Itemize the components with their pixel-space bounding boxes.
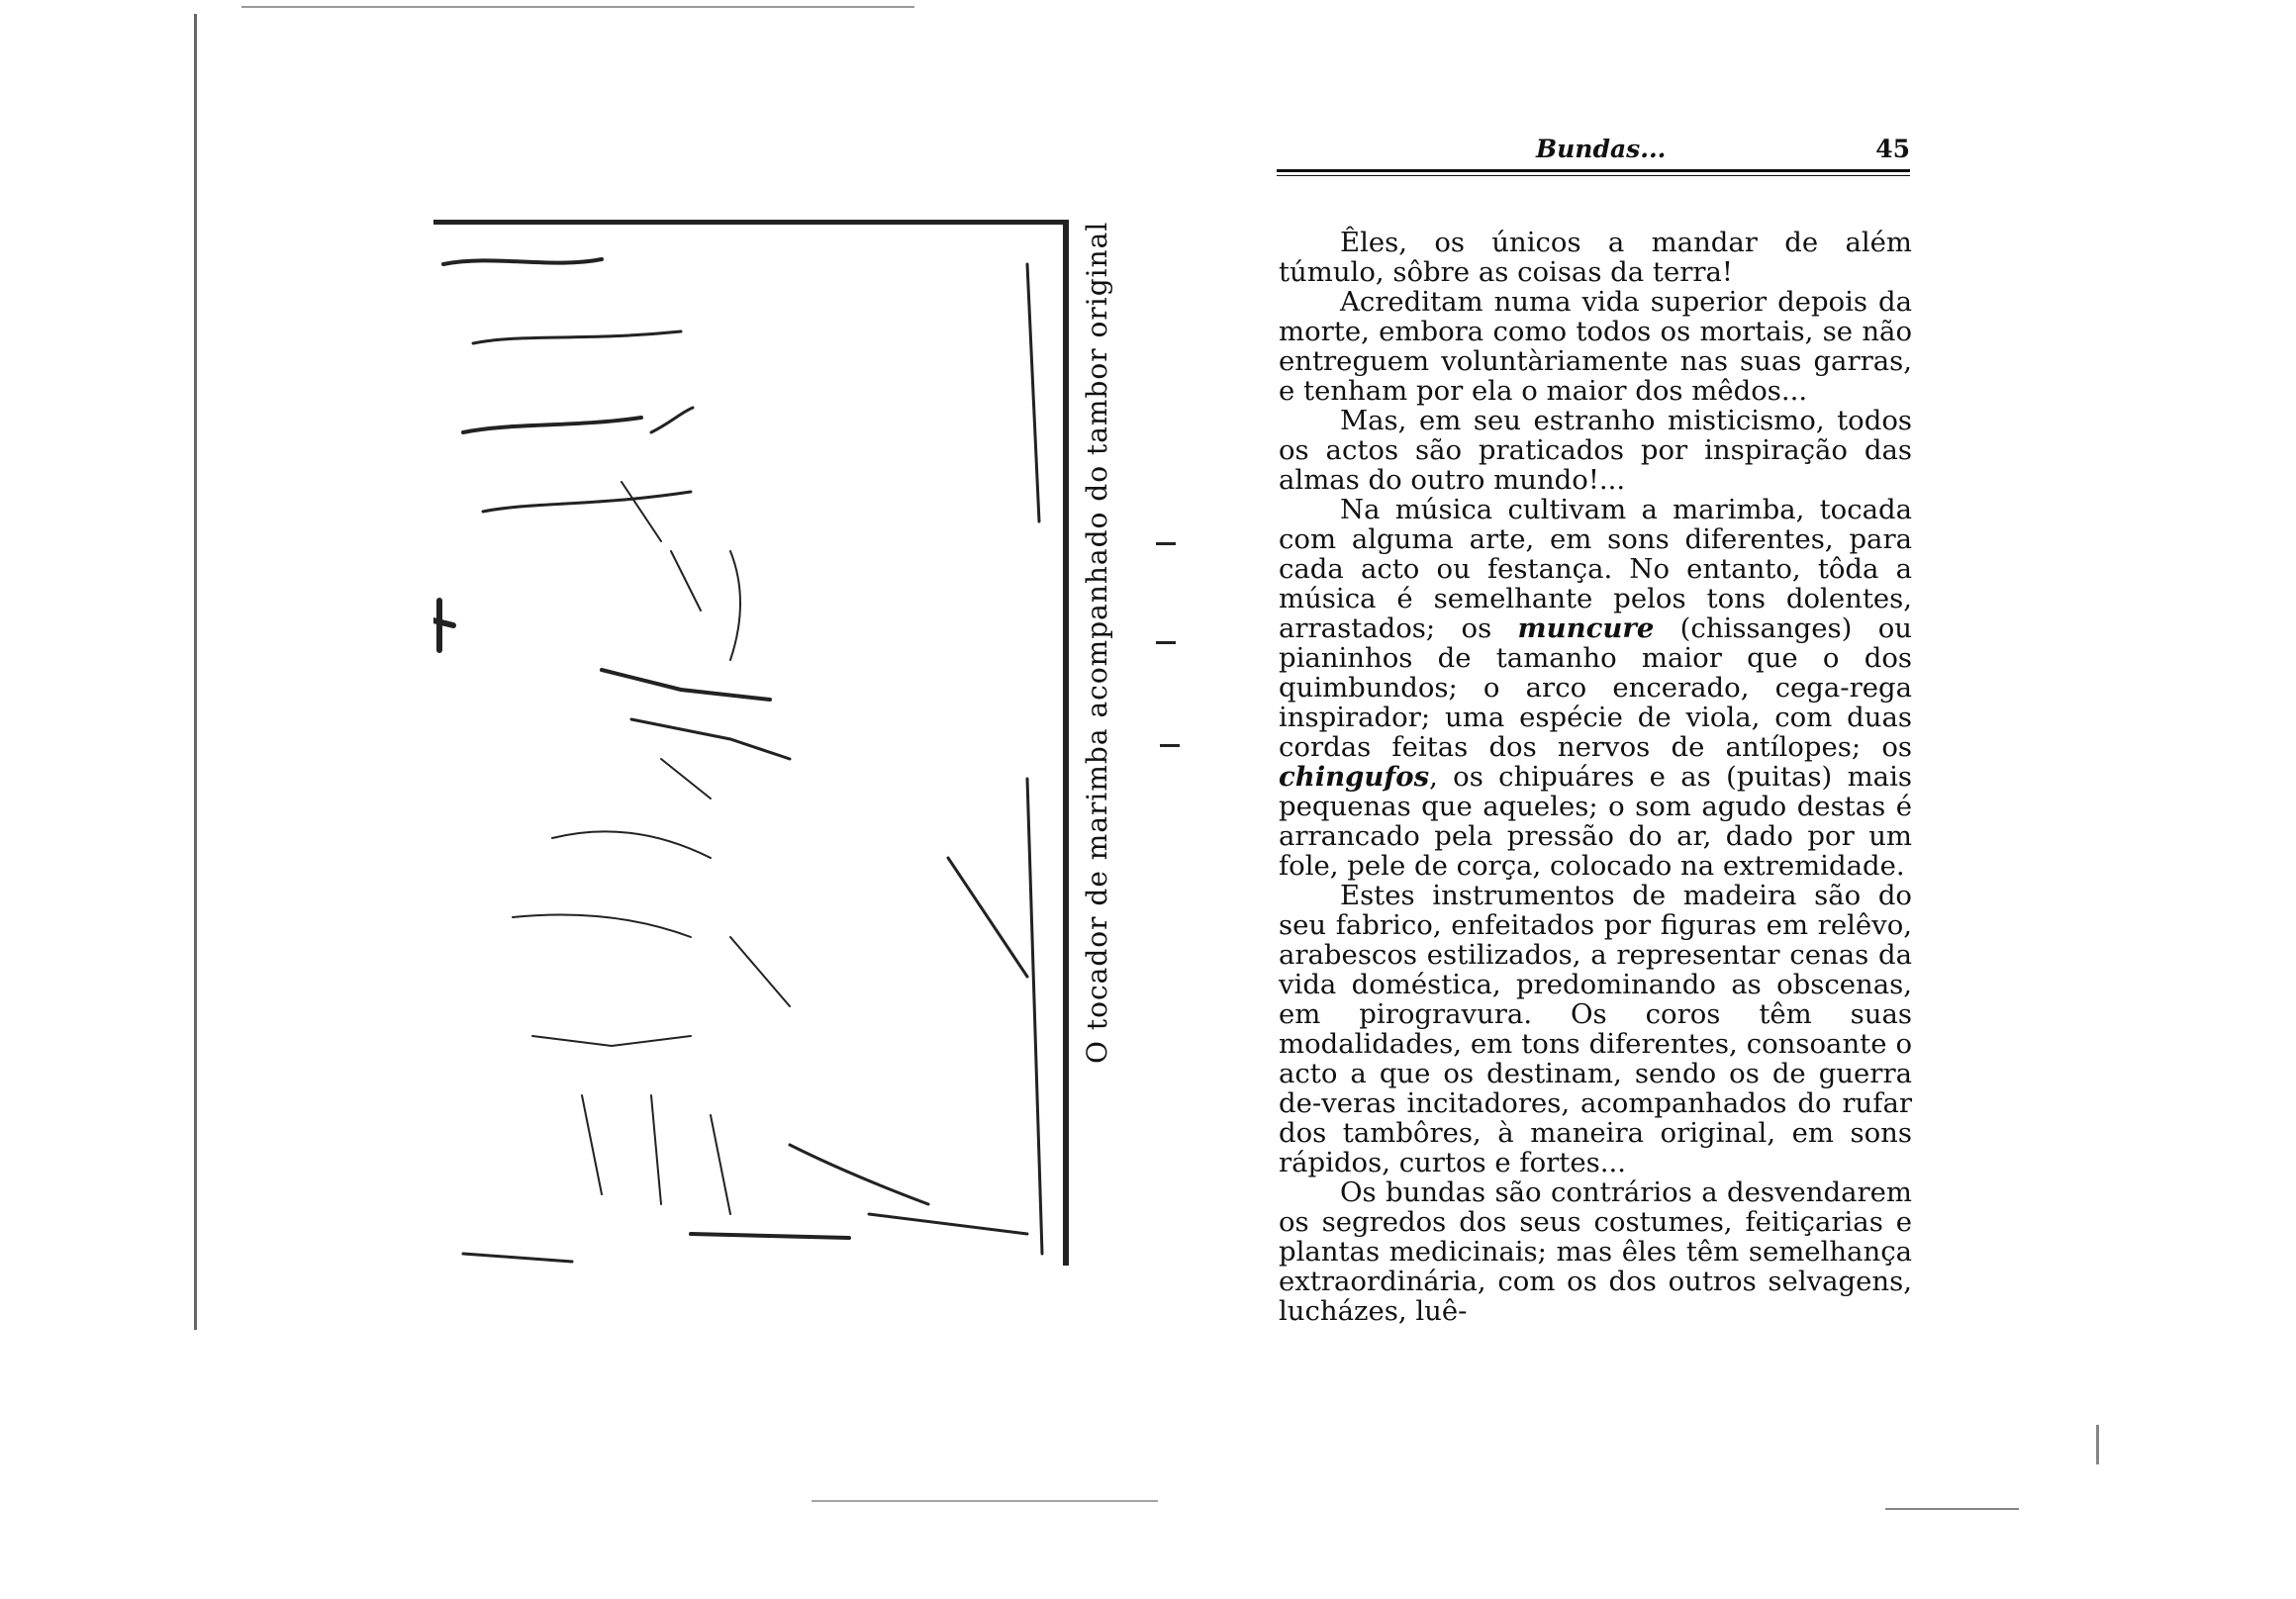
margin-mark (1156, 542, 1176, 545)
paragraph-text: (chissanges) ou pianinhos de tamanho maior que o dos quimbundos; o arco encerado, cega-rega inspirador; uma espécie de viola, com duas cordas feitas dos nervos de antílopes; os (1279, 612, 1912, 763)
plate-caption: O tocador de marimba acompanhado do tambor original (1081, 221, 1113, 1064)
paragraph-text: Na música cultivam a marimba, tocada com alguma arte, em sons diferentes, para cada acto ou festança. No entanto, tôda a música é semelhante pelos tons dolentes, arrastados; os (1279, 494, 1912, 644)
paragraph (1279, 406, 1912, 495)
scan-mark-right (2096, 1425, 2099, 1464)
scan-edge-bottom-right (1885, 1508, 2019, 1510)
paragraph (1279, 228, 1912, 287)
header-rule-thick (1277, 169, 1910, 172)
marimba-player-illustration (433, 225, 1063, 1266)
page-number: 45 (1875, 135, 1910, 163)
paragraph-text: Êles, os únicos a mandar de além túmulo, sôbre as coisas da terra! (1279, 227, 1912, 288)
italic-term: chingufos (1279, 761, 1430, 793)
margin-mark (1156, 641, 1176, 644)
italic-term: muncure (1517, 612, 1655, 644)
body-text (1279, 228, 1912, 1326)
running-title: Bundas... (1536, 135, 1667, 163)
paragraph (1279, 287, 1912, 406)
paragraph (1279, 1177, 1912, 1326)
paragraph-text: , os chipuáres e as (puitas) mais pequenas que aqueles; o som agudo destas é arrancado pela pressão do ar, dado por um fole, pele de corça, colocado na extremidade. (1279, 761, 1912, 882)
paragraph (1279, 495, 1912, 881)
scan-edge-top (241, 6, 914, 8)
margin-mark (1160, 744, 1180, 747)
paragraph-text: Acreditam numa vida superior depois da morte, embora como todos os mortais, se não entreguem voluntàriamente nas suas garras, e tenham por ela o maior dos mêdos... (1279, 286, 1912, 407)
illustration-plate (433, 220, 1069, 1266)
paragraph-text: Mas, em seu estranho misticismo, todos os actos são praticados por inspiração das almas do outro mundo!... (1279, 405, 1912, 496)
header-rule-thin (1277, 175, 1910, 176)
running-head (1277, 135, 1910, 174)
paragraph (1279, 881, 1912, 1177)
scan-edge-bottom (812, 1500, 1158, 1502)
paragraph-text: Os bundas são contrários a desvendarem os segredos dos seus costumes, feitiçarias e plantas medicinais; mas êles têm semelhança extraordinária, com os dos outros selvagens, lucházes, luê- (1279, 1176, 1912, 1327)
scan-edge-left (194, 14, 197, 1330)
paragraph-text: Estes instrumentos de madeira são do seu fabrico, enfeitados por figuras em relêvo, arabescos estilizados, a representar cenas da vida doméstica, predominando as obscenas, em pirogravura. Os coros têm suas modalidades, em tons diferentes, consoante o acto a que os destinam, sendo os de guerra de-veras incitadores, acompanhados do rufar dos tambôres, à maneira original, em sons rápidos, curtos e fortes... (1279, 880, 1912, 1178)
